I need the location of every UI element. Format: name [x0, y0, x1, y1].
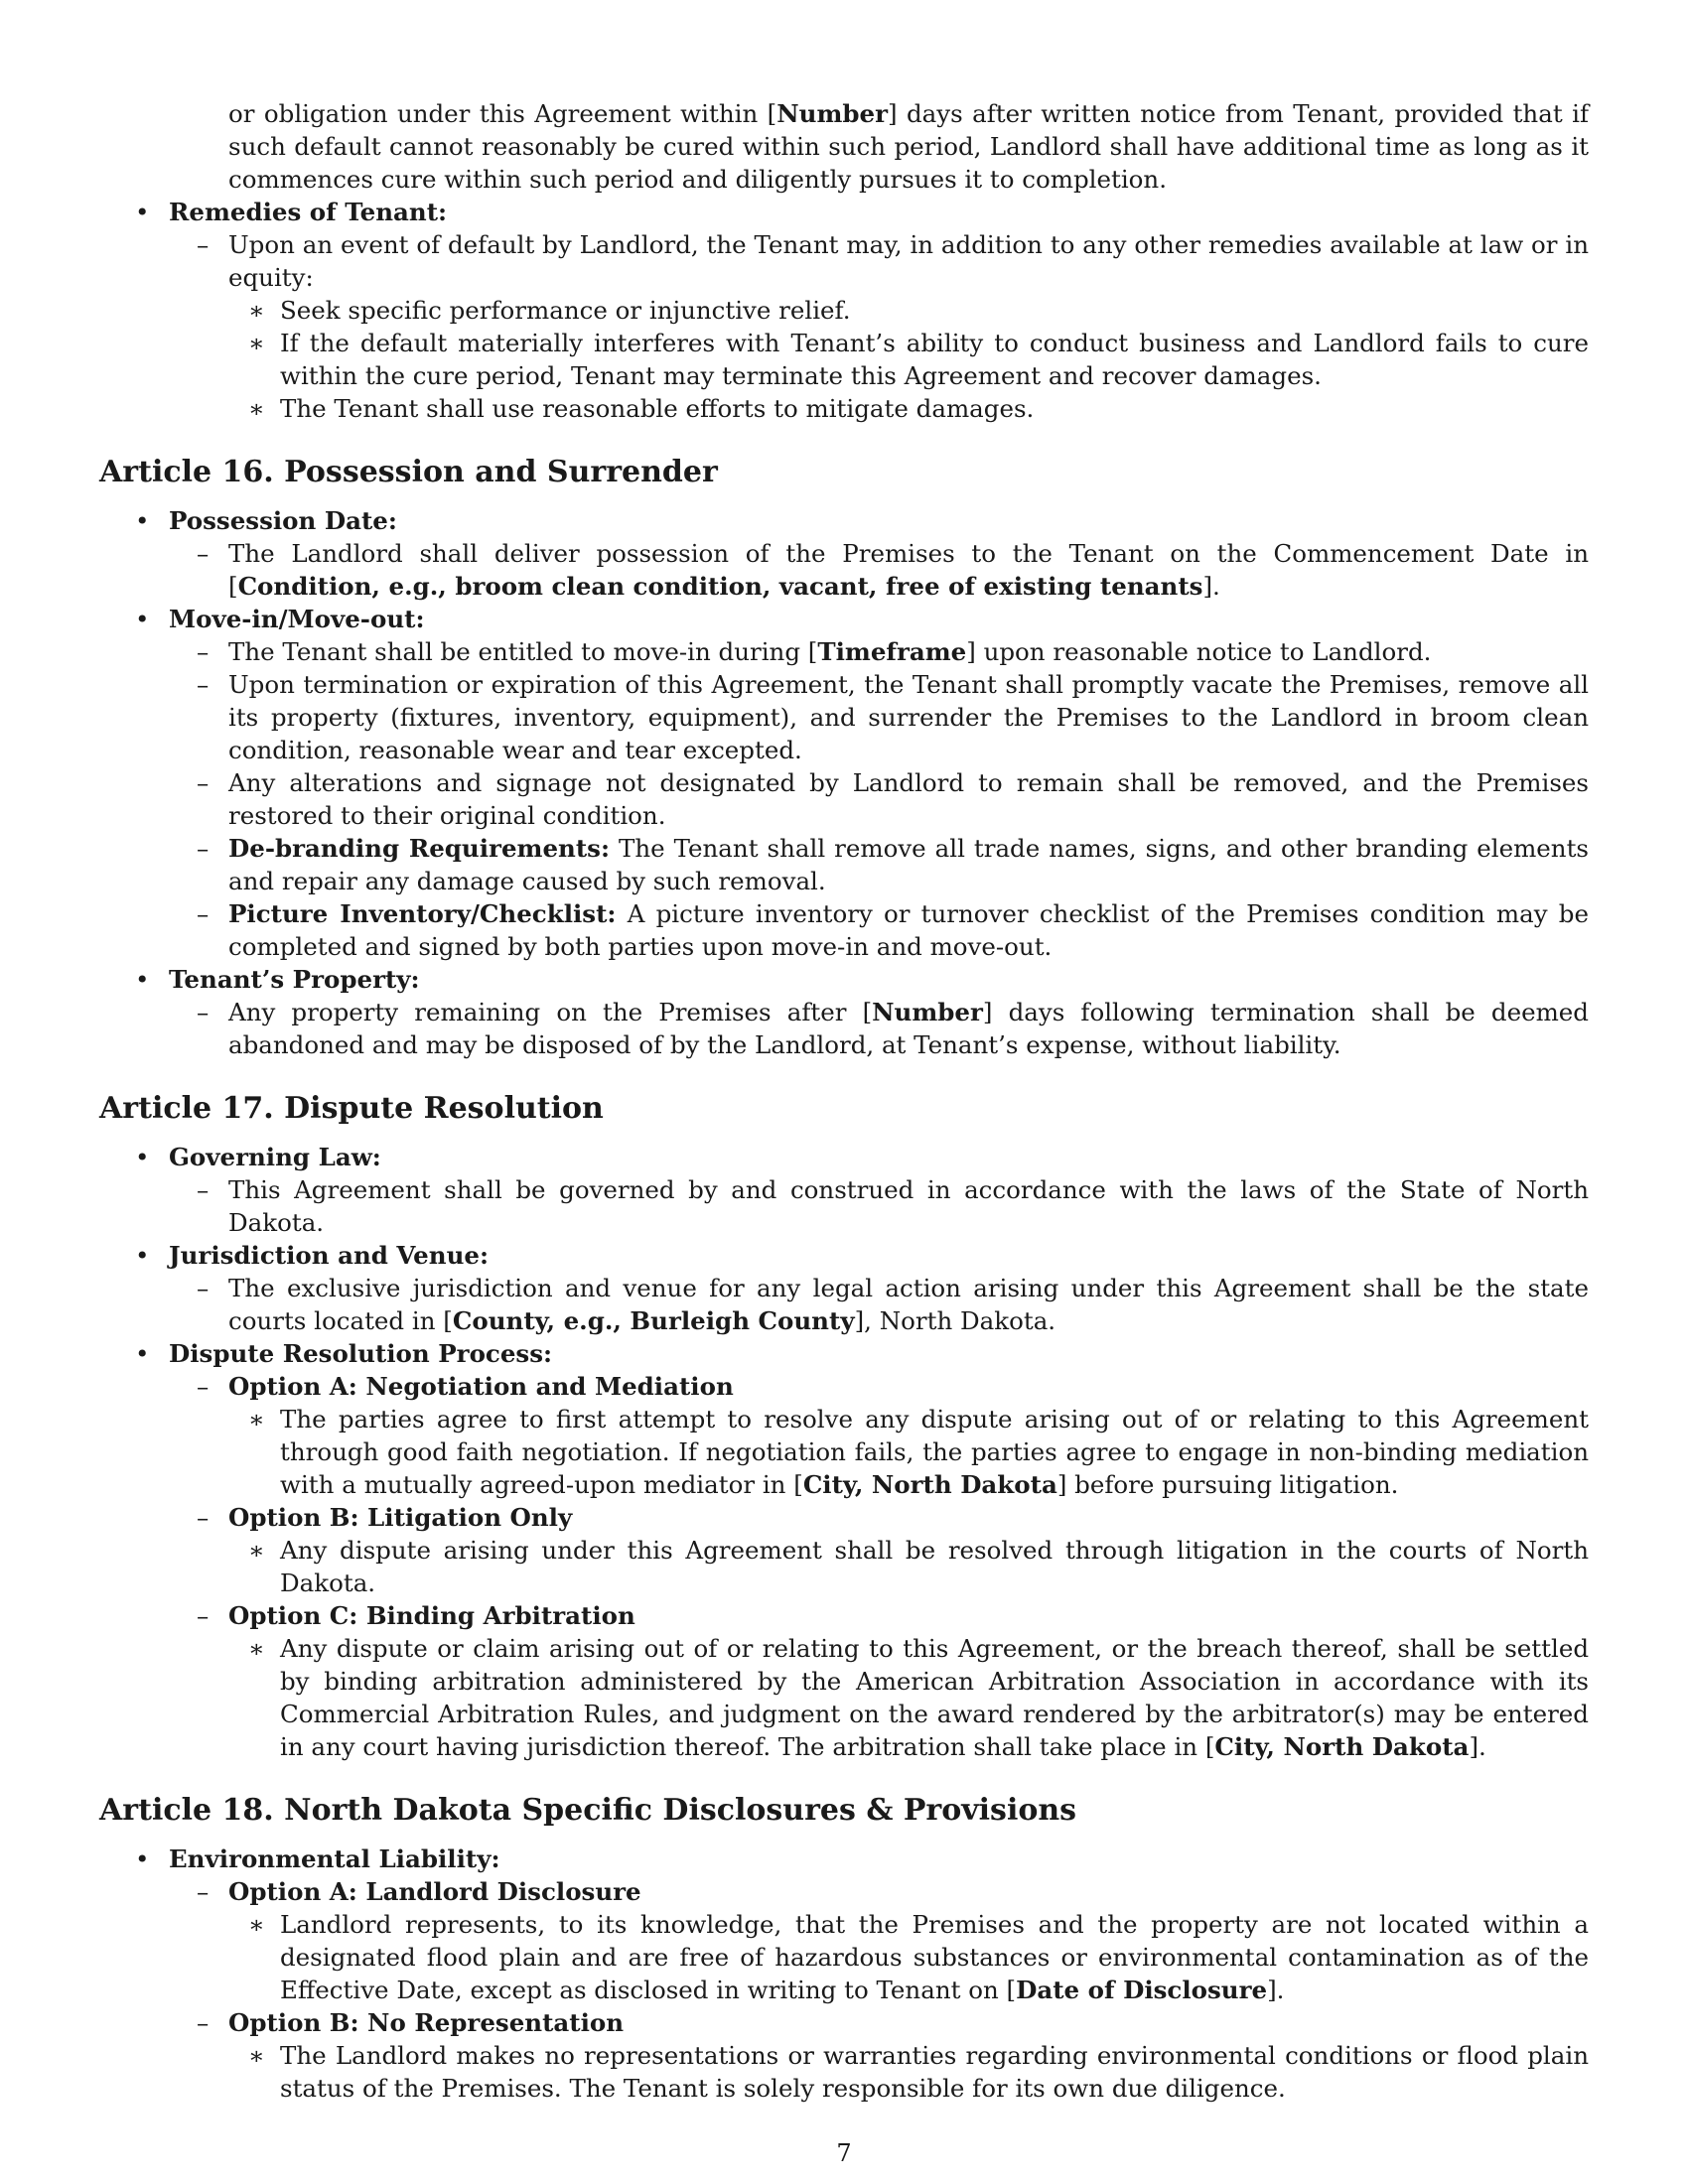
list-item: ∗ If the default materially interferes with Tenant’s ability to conduct business and Landlord fails to cure within the cure period, Tenant may terminate this Agreement and recover damages.: [99, 327, 1589, 392]
list-item: – Option A: Negotiation and Mediation: [99, 1370, 1589, 1403]
list-item: – Option B: No Representation: [99, 2006, 1589, 2039]
list-item: ∗ The Tenant shall use reasonable efforts to mitigate damages.: [99, 392, 1589, 425]
page-number: 7: [836, 2139, 852, 2167]
list-item-remedies: • Remedies of Tenant:: [99, 196, 1589, 228]
list-item: – Upon an event of default by Landlord, the Tenant may, in addition to any other remedies available at law or in equity:: [99, 228, 1589, 294]
list-item: – Picture Inventory/Checklist: A picture inventory or turnover checklist of the Premises condition may be completed and signed by both parties upon move-in and move-out.: [99, 897, 1589, 963]
list-item: ∗ Seek specific performance or injunctive relief.: [99, 294, 1589, 327]
list-item-property: • Tenant’s Property:: [99, 963, 1589, 996]
list-item-possession: • Possession Date:: [99, 504, 1589, 537]
article-18-heading: Article 18. North Dakota Specific Disclosures & Provisions: [99, 1793, 1077, 1828]
list-item: – The exclusive jurisdiction and venue for any legal action arising under this Agreement shall be the state courts located in [County, e.g., Burleigh County], North Dakota.: [99, 1272, 1589, 1337]
list-item: – Any property remaining on the Premises after [Number] days following termination shall be deemed abandoned and may be disposed of by the Landlord, at Tenant’s expense, without liability.: [99, 996, 1589, 1061]
document-page: [99, 97, 1589, 2105]
list-item-move: • Move-in/Move-out:: [99, 603, 1589, 635]
list-item: ∗ The parties agree to first attempt to resolve any dispute arising out of or relating to this Agreement through good faith negotiation. If negotiation fails, the parties agree to engage in non-binding mediation with a mutually agreed-upon mediator in [City, North Dakota] before pursuing litigation.: [99, 1403, 1589, 1501]
list-item: ∗ Any dispute or claim arising out of or relating to this Agreement, or the breach thereof, shall be settled by binding arbitration administered by the American Arbitration Association in accordance with its Commercial Arbitration Rules, and judgment on the award rendered by the arbitrator(s) may be entered in any court having jurisdiction thereof. The arbitration shall take place in [City, North Dakota].: [99, 1632, 1589, 1763]
list-item: – This Agreement shall be governed by and construed in accordance with the laws of the State of North Dakota.: [99, 1173, 1589, 1239]
article-17-heading: Article 17. Dispute Resolution: [99, 1091, 604, 1126]
list-item: – Any alterations and signage not designated by Landlord to remain shall be removed, and the Premises restored to their original condition.: [99, 766, 1589, 832]
list-item: – Option B: Litigation Only: [99, 1501, 1589, 1534]
list-item: – Upon termination or expiration of this Agreement, the Tenant shall promptly vacate the Premises, remove all its property (fixtures, inventory, equipment), and surrender the Premises to the Landlord in broom clean condition, reasonable wear and tear excepted.: [99, 668, 1589, 766]
list-item: ∗ Landlord represents, to its knowledge, that the Premises and the property are not located within a designated flood plain and are free of hazardous substances or environmental contamination as of the Effective Date, except as disclosed in writing to Tenant on [Date of Disclosure].: [99, 1908, 1589, 2006]
list-item: – De-branding Requirements: The Tenant shall remove all trade names, signs, and other branding elements and repair any damage caused by such removal.: [99, 832, 1589, 897]
list-item: ∗ The Landlord makes no representations or warranties regarding environmental conditions or flood plain status of the Premises. The Tenant is solely responsible for its own due diligence.: [99, 2039, 1589, 2105]
list-item: – The Tenant shall be entitled to move-in during [Timeframe] upon reasonable notice to Landlord.: [99, 635, 1589, 668]
continued-paragraph: or obligation under this Agreement within [Number] days after written notice from Tenant, provided that if such default cannot reasonably be cured within such period, Landlord shall have additional time as long as it commences cure within such period and diligently pursues it to completion.: [228, 99, 1590, 194]
article-16-heading: Article 16. Possession and Surrender: [99, 455, 718, 489]
list-item: ∗ Any dispute arising under this Agreement shall be resolved through litigation in the courts of North Dakota.: [99, 1534, 1589, 1599]
list-item-jurisdiction: • Jurisdiction and Venue:: [99, 1239, 1589, 1272]
list-item-dispute-process: • Dispute Resolution Process:: [99, 1337, 1589, 1370]
list-item-environmental: • Environmental Liability:: [99, 1843, 1589, 1875]
list-item: – Option A: Landlord Disclosure: [99, 1875, 1589, 1908]
list-item-governing-law: • Governing Law:: [99, 1141, 1589, 1173]
list-item: – Option C: Binding Arbitration: [99, 1599, 1589, 1632]
list-item: – The Landlord shall deliver possession of the Premises to the Tenant on the Commencement Date in [Condition, e.g., broom clean condition, vacant, free of existing tenants].: [99, 537, 1589, 603]
